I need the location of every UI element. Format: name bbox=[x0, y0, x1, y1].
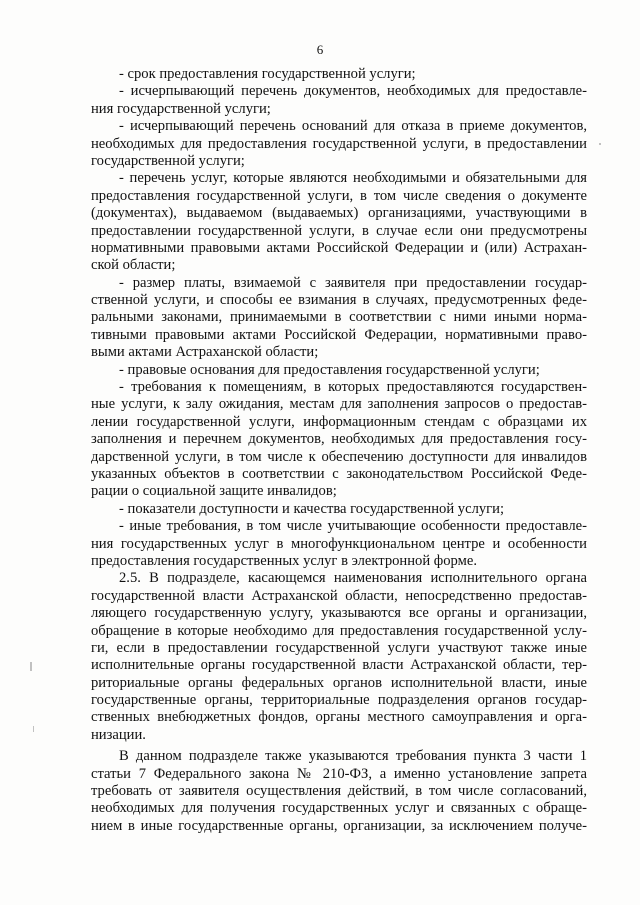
scan-speck bbox=[33, 726, 34, 732]
document-body bbox=[91, 66, 587, 835]
text-line: выми актами Астраханской области; bbox=[91, 344, 319, 361]
text-line: рации о социальной защите инвалидов; bbox=[91, 483, 337, 500]
text-line: низации. bbox=[91, 726, 146, 743]
text-line: ственных внебюджетных фондов, органы местного самоуправления и орга- bbox=[91, 709, 587, 726]
text-line: В данном подразделе также указываются требования пункта 3 части 1 bbox=[119, 748, 587, 765]
text-line: государственной услуги; bbox=[91, 152, 245, 169]
text-line: дарственной услуги, в том числе к обеспечению доступности для инвалидов bbox=[91, 448, 587, 465]
text-line: ги, если в предоставлении государственной услуги участвуют также иные bbox=[91, 639, 587, 656]
text-line: ральными законами, принимаемыми в соответствии с ними иными норма- bbox=[91, 309, 587, 326]
text-line: статьи 7 Федерального закона № 210-ФЗ, а именно установление запрета bbox=[91, 765, 587, 782]
text-line: указанных объектов в соответствии с законодательством Российской Феде- bbox=[91, 465, 587, 482]
text-line: ния государственной услуги; bbox=[91, 100, 271, 117]
text-line: - размер платы, взимаемой с заявителя при предоставлении государ- bbox=[119, 274, 587, 291]
text-line: государственные органы, территориальные подразделения органов государ- bbox=[91, 692, 587, 709]
text-line: ской области; bbox=[91, 257, 176, 274]
scan-speck bbox=[30, 662, 32, 671]
text-line: заполнения и перечнем документов, необходимых для предоставления госу- bbox=[91, 431, 587, 448]
text-line: ляющего государственную услугу, указываются все органы и организации, bbox=[91, 605, 587, 622]
page-number: 6 bbox=[316, 42, 324, 57]
text-line: предоставления государственных услуг в электронной форме. bbox=[91, 552, 477, 569]
text-line: исполнительные органы государственной власти Астраханской области, тер- bbox=[91, 657, 587, 674]
text-line: (документах), выдаваемом (выдаваемых) организациями, участвующими в bbox=[91, 205, 587, 222]
text-line: - правовые основания для предоставления государственной услуги; bbox=[119, 361, 540, 378]
text-line: ственной услуги, и способы ее взимания в случаях, предусмотренных феде- bbox=[91, 292, 587, 309]
text-line: требовать от заявителя осуществления действий, в том числе согласований, bbox=[91, 783, 587, 800]
text-line: необходимых для получения государственных услуг и связанных с обраще- bbox=[91, 800, 587, 817]
text-line: нормативными правовыми актами Российской Федерации и (или) Астрахан- bbox=[91, 239, 587, 256]
text-line: необходимых для предоставления государственной услуги, в предоставлении bbox=[91, 135, 587, 152]
text-line: риториальные органы федеральных органов исполнительной власти, иные bbox=[91, 674, 587, 691]
text-line: ные услуги, к залу ожидания, местам для заполнения запросов о предостав- bbox=[91, 396, 587, 413]
text-line: предоставления государственной услуги, в том числе сведения о документе bbox=[91, 187, 587, 204]
text-line: - исчерпывающий перечень оснований для отказа в приеме документов, bbox=[119, 118, 587, 135]
text-line: - перечень услуг, которые являются необходимыми и обязательными для bbox=[119, 170, 587, 187]
text-line: - исчерпывающий перечень документов, необходимых для предоставле- bbox=[119, 83, 587, 100]
text-line: 2.5. В подразделе, касающемся наименования исполнительного органа bbox=[119, 570, 587, 587]
text-line: - иные требования, в том числе учитывающие особенности предоставле- bbox=[119, 518, 587, 535]
text-line: нием в иные государственные органы, организации, за исключением получе- bbox=[91, 817, 587, 834]
text-line: обращение в которые необходимо для предоставления государственной услу- bbox=[91, 622, 587, 639]
text-line: - срок предоставления государственной услуги; bbox=[119, 66, 416, 82]
text-line: государственной власти Астраханской области, непосредственно предостав- bbox=[91, 587, 587, 604]
text-line: тивными правовыми актами Российской Федерации, нормативными право- bbox=[91, 326, 587, 343]
text-line: предоставлении государственной услуги, в случае если они предусмотрены bbox=[91, 222, 587, 239]
text-line: лении государственной услуги, информационным стендам с образцами их bbox=[91, 413, 587, 430]
text-line: - требования к помещениям, в которых предоставляются государствен- bbox=[119, 379, 587, 396]
text-line: - показатели доступности и качества государственной услуги; bbox=[119, 500, 505, 517]
text-line: ния государственных услуг в многофункциональном центре и особенности bbox=[91, 535, 587, 552]
scan-speck bbox=[599, 143, 601, 145]
